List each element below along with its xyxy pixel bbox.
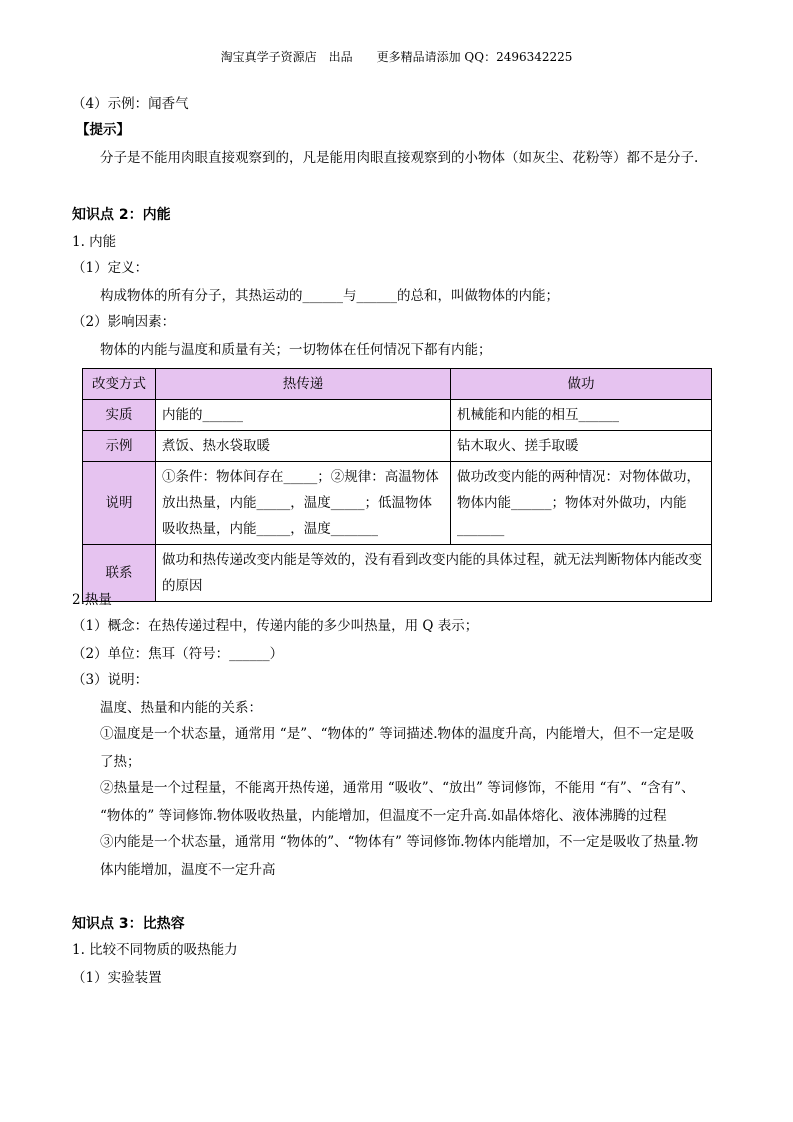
point-2-line-1: ②热量是一个过程量，不能离开热传递，通常用 “吸收”、“放出” 等词修饰，不能用 “有”、“含有”、 — [100, 780, 695, 796]
point-3-line-1: ③内能是一个状态量，通常用 “物体的”、“物体有” 等词修饰.物体内能增加，不一定是吸收了热量.物 — [100, 834, 699, 850]
table-header-method: 改变方式 — [83, 369, 156, 400]
definition-text: 构成物体的所有分子，其热运动的______与______的总和，叫做物体的内能； — [100, 288, 559, 304]
row-label-explanation: 说明 — [83, 462, 156, 545]
cell-explanation-heat: ①条件：物体间存在_____；②规律：高温物体放出热量，内能_____，温度_____；低温物体吸收热量，内能_____，温度_______ — [156, 462, 451, 545]
subheading-heat: 2.热量 — [72, 592, 112, 608]
heat-unit: （2）单位：焦耳（符号：______） — [72, 646, 284, 662]
page-header: 淘宝真学子资源店 出品 更多精品请添加 QQ：2496342225 — [220, 50, 573, 64]
section-heading-2: 知识点 2：内能 — [72, 207, 171, 223]
cell-relation: 做功和热传递改变内能是等效的，没有看到改变内能的具体过程，就无法判断物体内能改变的原因 — [156, 545, 712, 602]
point-3-line-2: 体内能增加，温度不一定升高 — [100, 862, 276, 878]
row-label-example: 示例 — [83, 431, 156, 462]
factors-label: （2）影响因素： — [72, 314, 176, 330]
cell-essence-heat: 内能的______ — [156, 400, 451, 431]
subheading-compare: 1. 比较不同物质的吸热能力 — [72, 942, 238, 958]
table-header-heat-transfer: 热传递 — [156, 369, 451, 400]
example-line: （4）示例：闻香气 — [72, 96, 189, 112]
cell-explanation-work: 做功改变内能的两种情况：对物体做功，物体内能______；物体对外做功，内能_______ — [451, 462, 712, 545]
section-heading-3: 知识点 3：比热容 — [72, 916, 185, 932]
point-1-line-1: ①温度是一个状态量，通常用 “是”、“物体的” 等词描述.物体的温度升高，内能增大，但不一定是吸 — [100, 726, 694, 742]
cell-example-heat: 煮饭、热水袋取暖 — [156, 431, 451, 462]
subheading-internal-energy: 1. 内能 — [72, 234, 117, 250]
cell-essence-work: 机械能和内能的相互______ — [451, 400, 712, 431]
tip-text: 分子是不能用肉眼直接观察到的，凡是能用肉眼直接观察到的小物体（如灰尘、花粉等）都不是分子. — [100, 150, 699, 166]
row-label-essence: 实质 — [83, 400, 156, 431]
row-label-relation: 联系 — [83, 545, 156, 602]
point-1-line-2: 了热； — [100, 754, 141, 770]
factors-text: 物体的内能与温度和质量有关；一切物体在任何情况下都有内能； — [100, 342, 492, 358]
cell-example-work: 钻木取火、搓手取暖 — [451, 431, 712, 462]
tip-heading: 【提示】 — [76, 122, 130, 138]
explanation-label: （3）说明： — [72, 672, 149, 688]
point-2-line-2: “物体的” 等词修饰.物体吸收热量，内能增加，但温度不一定升高.如晶体熔化、液体沸腾的过程 — [100, 808, 667, 824]
apparatus-label: （1）实验装置 — [72, 970, 162, 986]
heat-concept: （1）概念：在热传递过程中，传递内能的多少叫热量，用 Q 表示； — [72, 618, 479, 634]
table-header-work: 做功 — [451, 369, 712, 400]
relation-intro: 温度、热量和内能的关系： — [100, 700, 262, 716]
comparison-table — [82, 368, 712, 602]
definition-label: （1）定义： — [72, 260, 149, 276]
